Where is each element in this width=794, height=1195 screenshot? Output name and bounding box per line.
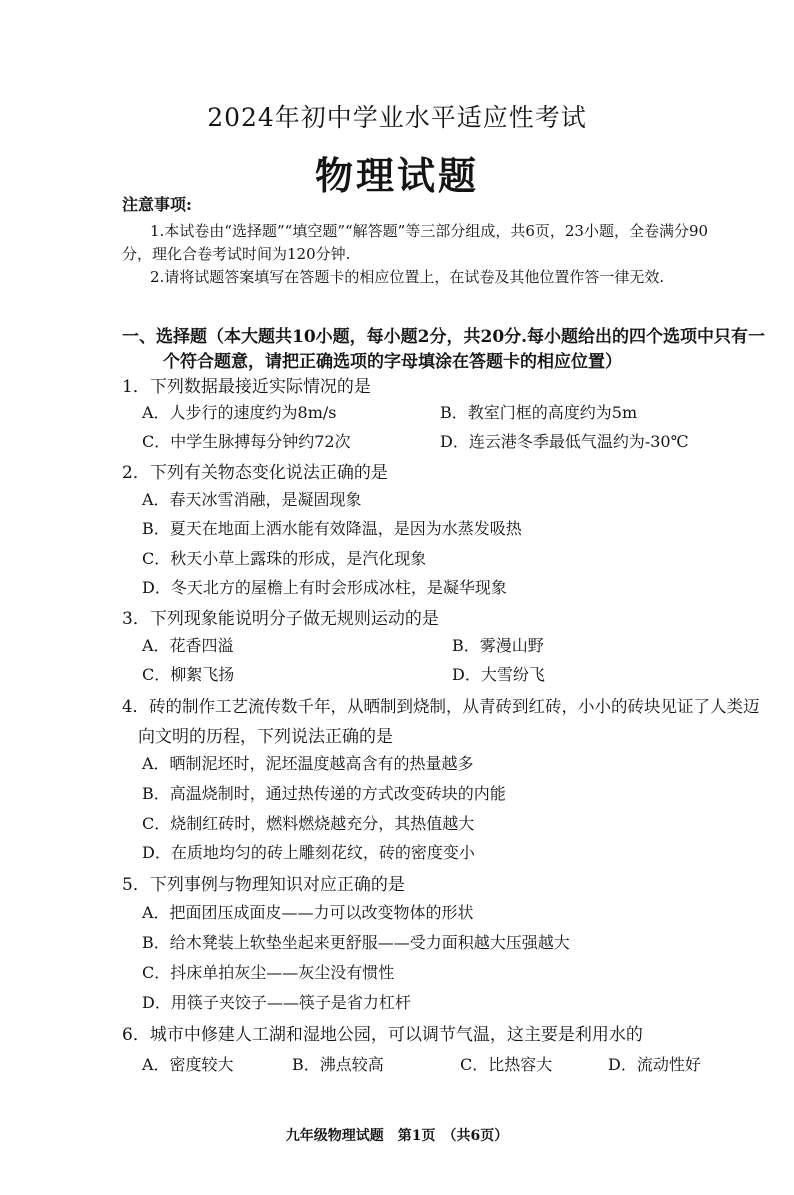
q3-option-b: B．雾漫山野 [452,636,544,655]
q6-option-c: C．比热容大 [460,1055,553,1074]
q2-option-d: D．冬天北方的屋檐上有时会形成冰柱，是凝华现象 [142,578,507,597]
q3-option-d: D．大雪纷飞 [452,665,545,684]
q3-option-a: A．花香四溢 [142,636,234,655]
q3-option-c: C．柳絮飞扬 [142,665,235,684]
q4-option-a: A．晒制泥坯时，泥坯温度越高含有的热量越多 [142,754,474,773]
q2-option-a: A．春天冰雪消融，是凝固现象 [142,490,362,509]
question-stem-4: 4．砖的制作工艺流传数千年，从晒制到烧制，从青砖到红砖，小小的砖块见证了人类迈 [122,697,760,716]
q6-option-b: B．沸点较高 [292,1055,384,1074]
question-stem-4-cont: 向文明的历程，下列说法正确的是 [138,727,393,747]
notice-line-1b: 分，理化合卷考试时间为120分钟. [122,245,351,263]
q5-option-a: A．把面团压成面皮——力可以改变物体的形状 [142,903,474,922]
question-stem-3: 3．下列现象能说明分子做无规则运动的是 [122,609,439,629]
q2-option-b: B．夏天在地面上洒水能有效降温，是因为水蒸发吸热 [142,519,522,538]
q4-option-c: C．烧制红砖时，燃料燃烧越充分，其热值越大 [142,814,475,833]
q1-option-d: D．连云港冬季最低气温约为-30℃ [440,432,689,451]
page-footer: 九年级物理试题 第1页 （共6页） [285,1128,509,1144]
q2-option-c: C．秋天小草上露珠的形成，是汽化现象 [142,549,427,568]
question-stem-6: 6．城市中修建人工湖和湿地公园，可以调节气温，这主要是利用水的 [122,1025,643,1045]
q6-option-a: A．密度较大 [142,1055,234,1074]
q1-option-b: B．教室门框的高度约为5m [440,403,638,422]
question-stem-1: 1．下列数据最接近实际情况的是 [122,377,371,397]
notice-line-2: 2.请将试题答案填写在答题卡的相应位置上，在试卷及其他位置作答一律无效. [150,268,665,286]
q5-option-b: B．给木凳装上软垫坐起来更舒服——受力面积越大压强越大 [142,933,570,952]
question-stem-5: 5．下列事例与物理知识对应正确的是 [122,875,405,895]
section-heading-cont: 个符合题意，请把正确选项的字母填涂在答题卡的相应位置） [163,352,622,372]
q5-option-c: C．抖床单拍灰尘——灰尘没有惯性 [142,963,395,982]
notice-line-1a: 1.本试卷由“选择题”“填空题”“解答题”等三部分组成，共6页，23小题，全卷满分90 [150,222,709,240]
q5-option-d: D．用筷子夹饺子——筷子是省力杠杆 [142,993,411,1012]
exam-subtitle: 物理试题 [314,153,479,198]
notice-heading: 注意事项: [122,195,192,214]
q4-option-b: B．高温烧制时，通过热传递的方式改变砖块的内能 [142,784,506,803]
q4-option-d: D．在质地均匀的砖上雕刻花纹，砖的密度变小 [142,843,475,862]
section-heading: 一、选择题（本大题共10小题，每小题2分，共20分.每小题给出的四个选项中只有一 [122,327,766,347]
q1-option-a: A．人步行的速度约为8m/s [142,403,337,422]
question-stem-2: 2．下列有关物态变化说法正确的是 [122,463,388,483]
exam-title: 2024年初中学业水平适应性考试 [207,103,587,132]
q6-option-d: D．流动性好 [608,1055,701,1074]
q1-option-c: C．中学生脉搏每分钟约72次 [142,432,351,451]
